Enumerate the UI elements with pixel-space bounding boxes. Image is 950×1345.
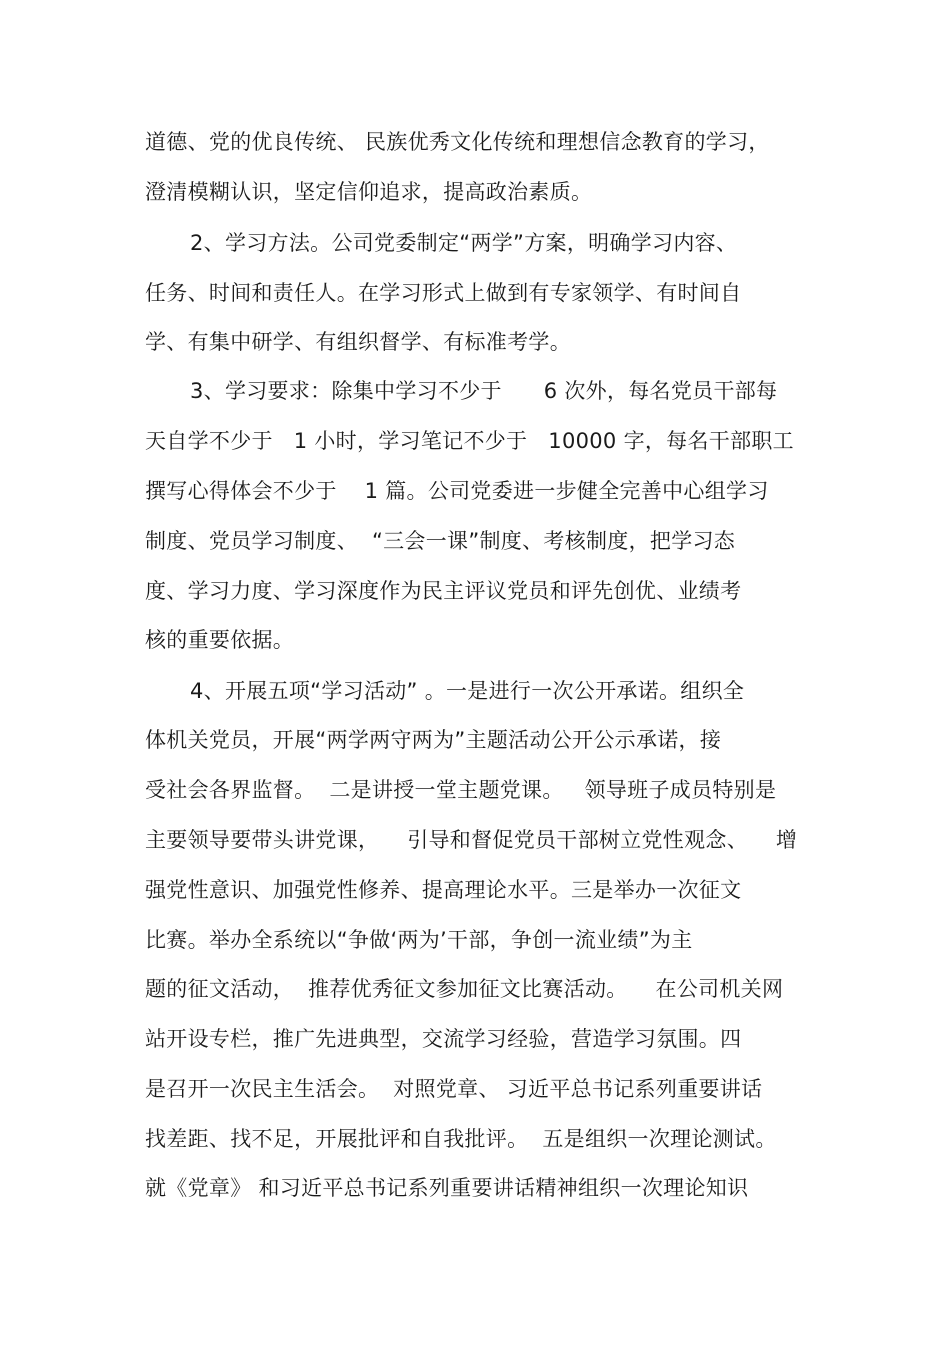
text-line: 站开设专栏，推广先进典型，交流学习经验，营造学习氛围。四	[145, 1027, 742, 1051]
text-line: 强党性意识、加强党性修养、提高理论水平。三是举办一次征文	[145, 878, 742, 902]
text-line: 比赛。举办全系统以“争做‘两为’干部，争创一流业绩”为主	[145, 928, 693, 952]
text-line: 度、学习力度、学习深度作为民主评议党员和评先创优、业绩考	[145, 579, 742, 603]
text-line: 制度、党员学习制度、 “三会一课”制度、考核制度，把学习态	[145, 529, 736, 553]
text-line: 学、有集中研学、有组织督学、有标准考学。	[145, 330, 571, 354]
text-line: 天自学不少于 1 小时，学习笔记不少于 10000 字，每名干部职工	[145, 429, 794, 453]
text-line: 体机关党员，开展“两学两守两为”主题活动公开公示承诺，接	[145, 728, 722, 752]
text-line: 澄清模糊认识，坚定信仰追求，提高政治素质。	[145, 180, 593, 204]
text-line: 道德、党的优良传统、 民族优秀文化传统和理想信念教育的学习，	[145, 130, 770, 154]
text-line: 主要领导要带头讲党课， 引导和督促党员干部树立党性观念、 增	[145, 828, 798, 852]
text-line: 找差距、找不足，开展批评和自我批评。 五是组织一次理论测试。	[145, 1127, 777, 1151]
text-line: 就《党章》 和习近平总书记系列重要讲话精神组织一次理论知识	[145, 1176, 749, 1200]
text-line: 撰写心得体会不少于 1 篇。公司党委进一步健全完善中心组学习	[145, 479, 769, 503]
text-line: 题的征文活动， 推荐优秀征文参加征文比赛活动。 在公司机关网	[145, 977, 784, 1001]
paragraph-start-line: 3、学习要求：除集中学习不少于 6 次外，每名党员干部每	[190, 379, 778, 403]
text-line: 核的重要依据。	[145, 628, 295, 652]
paragraph-start-line: 4、开展五项“学习活动” 。一是进行一次公开承诺。组织全	[190, 679, 745, 703]
text-line: 任务、时间和责任人。在学习形式上做到有专家领学、有时间自	[145, 281, 742, 305]
text-line: 受社会各界监督。 二是讲授一堂主题党课。 领导班子成员特别是	[145, 778, 777, 802]
paragraph-start-line: 2、学习方法。公司党委制定“两学”方案，明确学习内容、	[190, 231, 738, 255]
text-line: 是召开一次民主生活会。 对照党章、 习近平总书记系列重要讲话	[145, 1077, 763, 1101]
